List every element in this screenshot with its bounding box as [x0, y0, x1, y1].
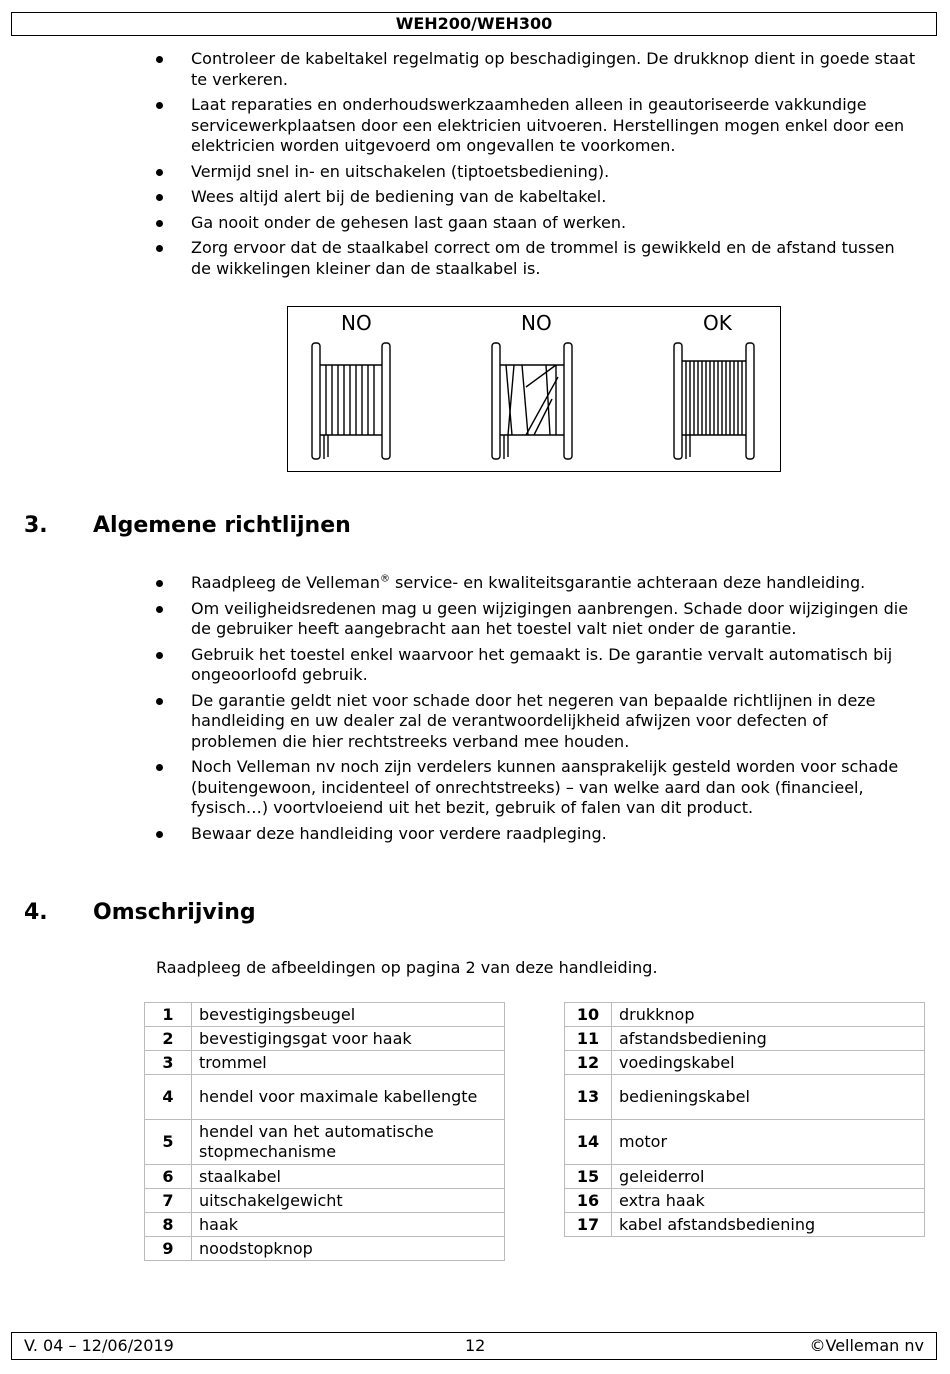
- part-number: 14: [565, 1120, 612, 1165]
- table-row: [145, 1189, 505, 1213]
- list-item: Gebruik het toestel enkel waarvoor het gemaakt is. De garantie vervalt automatisch bij ongeoorloofd gebruik.: [156, 645, 916, 686]
- list-item: Om veiligheidsredenen mag u geen wijzigingen aanbrengen. Schade door wijzigingen die de gebruiker heeft aangebracht aan het toestel valt niet onder de garantie.: [156, 599, 916, 640]
- part-number: 13: [565, 1075, 612, 1120]
- table-row: [145, 1003, 505, 1027]
- list-item: Controleer de kabeltakel regelmatig op beschadigingen. De drukknop dient in goede staat te verkeren.: [156, 49, 916, 90]
- part-number: 9: [145, 1237, 192, 1261]
- guidelines-bullet-list: [156, 573, 916, 849]
- part-description: bevestigingsbeugel: [192, 1003, 505, 1027]
- table-row: [565, 1165, 925, 1189]
- figure-label-ok: OK: [703, 311, 732, 335]
- list-item: Ga nooit onder de gehesen last gaan staan of werken.: [156, 213, 916, 234]
- list-item: Vermijd snel in- en uitschakelen (tiptoetsbediening).: [156, 162, 916, 183]
- part-number: 10: [565, 1003, 612, 1027]
- list-item: [156, 573, 916, 594]
- part-description: hendel van het automatische stopmechanisme: [192, 1120, 505, 1165]
- figure-label-no-1: NO: [341, 311, 372, 335]
- part-number: 15: [565, 1165, 612, 1189]
- part-description: bedieningskabel: [612, 1075, 925, 1120]
- table-row: [565, 1189, 925, 1213]
- part-description: extra haak: [612, 1189, 925, 1213]
- section-3-number: 3.: [24, 513, 48, 538]
- part-description: hendel voor maximale kabellengte: [192, 1075, 505, 1120]
- part-description: trommel: [192, 1051, 505, 1075]
- part-number: 8: [145, 1213, 192, 1237]
- part-number: 17: [565, 1213, 612, 1237]
- table-row: [565, 1075, 925, 1120]
- part-number: 11: [565, 1027, 612, 1051]
- bullet-text: service- en kwaliteitsgarantie achteraan deze handleiding.: [389, 573, 866, 592]
- table-row: [565, 1051, 925, 1075]
- part-description: staalkabel: [192, 1165, 505, 1189]
- part-description: afstandsbediening: [612, 1027, 925, 1051]
- part-description: motor: [612, 1120, 925, 1165]
- part-number: 16: [565, 1189, 612, 1213]
- header-title: WEH200/WEH300: [395, 14, 553, 33]
- part-number: 5: [145, 1120, 192, 1165]
- footer-copyright: ©Velleman nv: [809, 1336, 924, 1355]
- list-item: Zorg ervoor dat de staalkabel correct om de trommel is gewikkeld en de afstand tussen de wikkelingen kleiner dan de staalkabel is.: [156, 238, 916, 279]
- section-4-title: Omschrijving: [93, 900, 256, 925]
- cable-winding-figure: [287, 306, 781, 472]
- parts-table-left: [144, 1002, 505, 1261]
- part-number: 6: [145, 1165, 192, 1189]
- table-row: [145, 1027, 505, 1051]
- footer-version: V. 04 – 12/06/2019: [24, 1336, 174, 1355]
- part-description: voedingskabel: [612, 1051, 925, 1075]
- table-row: [145, 1120, 505, 1165]
- section-4-intro: Raadpleeg de afbeeldingen op pagina 2 van deze handleiding.: [156, 958, 658, 977]
- part-number: 12: [565, 1051, 612, 1075]
- page-header: [11, 12, 937, 36]
- figure-label-no-2: NO: [521, 311, 552, 335]
- part-description: haak: [192, 1213, 505, 1237]
- part-number: 7: [145, 1189, 192, 1213]
- bullet-text: Raadpleeg de Velleman: [191, 573, 380, 592]
- table-row: [565, 1027, 925, 1051]
- drum-tight-windings: [674, 343, 754, 459]
- table-row: [145, 1075, 505, 1120]
- registered-mark: ®: [379, 573, 390, 585]
- part-description: uitschakelgewicht: [192, 1189, 505, 1213]
- table-row: [565, 1120, 925, 1165]
- table-row: [565, 1213, 925, 1237]
- list-item: De garantie geldt niet voor schade door het negeren van bepaalde richtlijnen in deze handleiding en uw dealer zal de verantwoordelijkheid afwijzen voor defecten of problemen die hier rechtstreeks verband mee houden.: [156, 691, 916, 753]
- part-number: 4: [145, 1075, 192, 1120]
- footer-page-number: 12: [465, 1336, 486, 1355]
- table-row: [145, 1213, 505, 1237]
- part-description: kabel afstandsbediening: [612, 1213, 925, 1237]
- table-row: [145, 1237, 505, 1261]
- table-row: [145, 1051, 505, 1075]
- list-item: Bewaar deze handleiding voor verdere raadpleging.: [156, 824, 916, 845]
- part-description: drukknop: [612, 1003, 925, 1027]
- drum-illustrations: [288, 307, 780, 471]
- list-item: Noch Velleman nv noch zijn verdelers kunnen aansprakelijk gesteld worden voor schade (buitengewoon, incidenteel of onrechtstreeks) – van welke aard dan ook (financieel, fysisch…) voortvloeiend uit het bezit, gebruik of falen van dit product.: [156, 757, 916, 819]
- section-4-number: 4.: [24, 900, 48, 925]
- part-description: geleiderrol: [612, 1165, 925, 1189]
- list-item: Wees altijd alert bij de bediening van de kabeltakel.: [156, 187, 916, 208]
- drum-spaced-windings: [312, 343, 390, 459]
- part-description: bevestigingsgat voor haak: [192, 1027, 505, 1051]
- list-item: Laat reparaties en onderhoudswerkzaamheden alleen in geautoriseerde vakkundige servicewerkplaatsen door een elektricien uitvoeren. Herstellingen mogen enkel door een elektricien worden uitgevoerd om ongevallen te voorkomen.: [156, 95, 916, 157]
- table-row: [565, 1003, 925, 1027]
- table-row: [145, 1165, 505, 1189]
- part-description: noodstopknop: [192, 1237, 505, 1261]
- safety-bullet-list: [156, 49, 916, 284]
- part-number: 1: [145, 1003, 192, 1027]
- section-3-title: Algemene richtlijnen: [93, 513, 351, 538]
- drum-crossed-windings: [492, 343, 572, 459]
- parts-table-right: [564, 1002, 925, 1237]
- part-number: 2: [145, 1027, 192, 1051]
- part-number: 3: [145, 1051, 192, 1075]
- page-footer: [11, 1332, 937, 1360]
